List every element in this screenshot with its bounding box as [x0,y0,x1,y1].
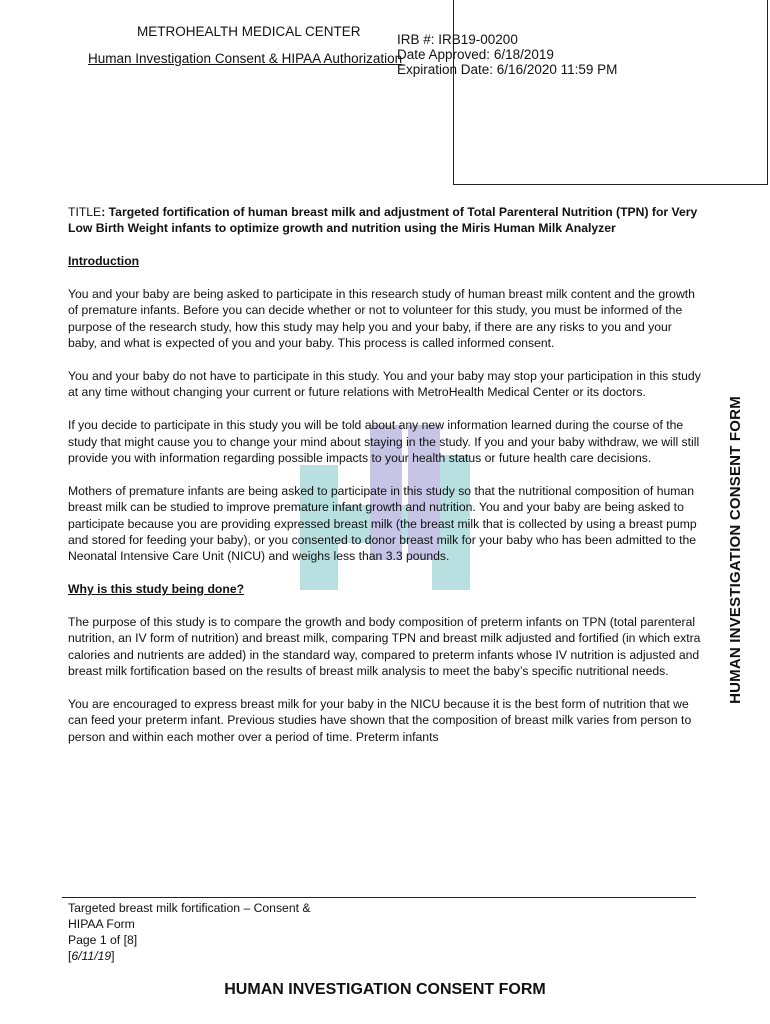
footer-divider [62,897,696,898]
title-text: : Targeted fortification of human breast milk and adjustment of Total Parenteral Nutrition (TPN) for Very Low Birth Weight infants to optimize growth and nutrition using the Miris Human Milk Analyzer [68,205,698,236]
footer-line-2: HIPAA Form [68,917,135,931]
why-paragraph-2: You are encouraged to express breast milk for your baby in the NICU because it is the best form of nutrition that we can feed your preterm infant. Previous studies have shown that the composition of breast milk varies from person to person and within each mother over a period of time. Preterm infants [68,697,692,744]
expiration-date: Expiration Date: 6/16/2020 11:59 PM [397,62,618,77]
footer-version-date: [6/11/19] [68,949,115,963]
irb-stamp-box [453,0,768,185]
irb-info [397,32,617,77]
side-form-label: HUMAN INVESTIGATION CONSENT FORM [726,396,744,704]
page-footer [68,900,368,964]
why-study-heading: Why is this study being done? [68,582,245,597]
footer-line-1: Targeted breast milk fortification – Consent & [68,901,311,915]
intro-paragraph-2: You and your baby do not have to participate in this study. You and your baby may stop your participation in this study at any time without changing your current or future relations with MetroHealth Medical Center or its doctors. [68,369,701,400]
title-prefix: TITLE [68,205,102,219]
document-body [68,204,702,762]
organization-name: METROHEALTH MEDICAL CENTER [137,24,361,39]
form-name: Human Investigation Consent & HIPAA Authorization [88,51,403,66]
intro-paragraph-4: Mothers of premature infants are being asked to participate in this study so that the nutritional composition of human breast milk can be studied to improve premature infant growth and nutrition. You and your baby are being asked to participate because you are providing expressed breast milk (the breast milk that is collected by using a breast pump and stored for feeding your baby), or you consented to donor breast milk for your baby who has been admitted to the Neonatal Intensive Care Unit (NICU) and weighs less than 3.3 pounds. [68,483,697,564]
date-approved: Date Approved: 6/18/2019 [397,47,554,62]
irb-number: IRB #: IRB19-00200 [397,32,518,47]
intro-paragraph-1: You and your baby are being asked to participate in this research study of human breast milk content and the growth of premature infants. Before you can decide whether or not to volunteer for this study, you must be informed of the purpose of the research study, how this study may help you and your baby, if there are any risks to you and your baby, and what is expected of you and your baby. This process is called informed consent. [68,287,695,351]
intro-paragraph-3: If you decide to participate in this study you will be told about any new information learned during the course of the study that might cause you to change your mind about staying in the study. If you and your baby withdraw, we will still provide you with information regarding possible impacts to your health status or future health care decisions. [68,418,700,466]
why-paragraph-1: The purpose of this study is to compare the growth and body composition of preterm infants on TPN (total parenteral nutrition, an IV form of nutrition) and breast milk, comparing TPN and breast milk adjusted and fortified (in which extra calories and nutrients are added) in the standard way, compared to preterm infants whose IV nutrition is adjusted and breast milk fortification based on the results of breast milk analysis to meet the baby’s specific nutritional needs. [68,615,701,679]
footer-page-number: Page 1 of [8] [68,933,138,947]
introduction-heading: Introduction [68,254,140,269]
bottom-form-title: HUMAN INVESTIGATION CONSENT FORM [224,981,546,998]
study-title [68,204,702,237]
